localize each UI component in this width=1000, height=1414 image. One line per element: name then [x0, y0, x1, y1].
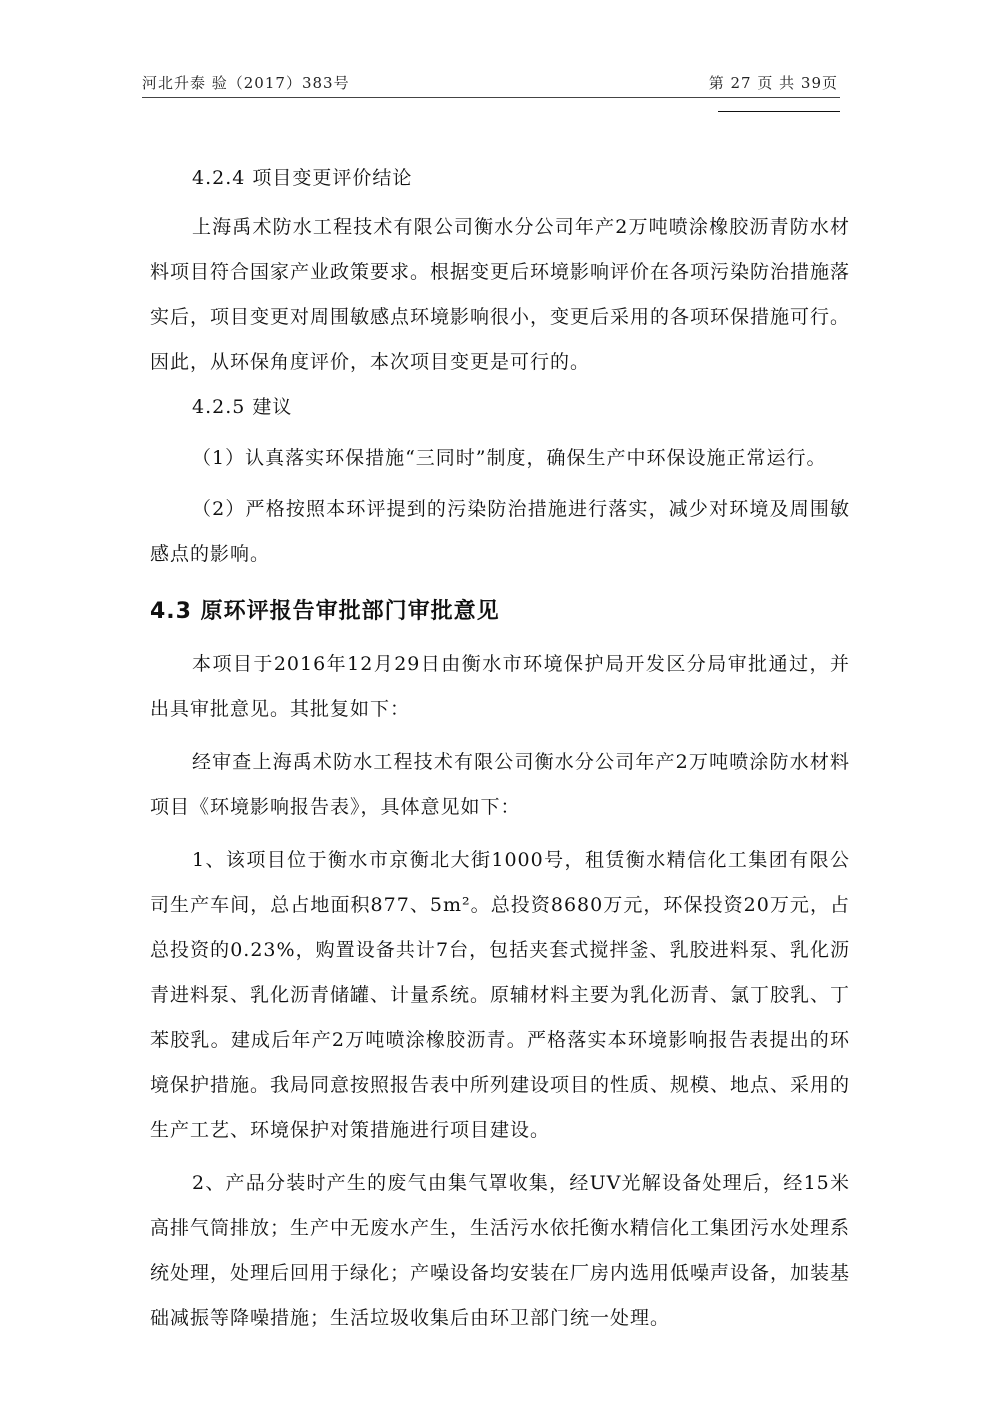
header-rule-short — [718, 111, 840, 112]
paragraph-approval-intro: 本项目于2016年12月29日由衡水市环境保护局开发区分局审批通过，并出具审批意见。其批复如下： — [150, 653, 850, 720]
paragraph-approval-item-2: 2、产品分装时产生的废气由集气罩收集，经UV光解设备处理后，经15米高排气筒排放；生产中无废水产生，生活污水依托衡水精信化工集团污水处理系统处理，处理后回用于绿化；产噪设备均安装在厂房内选用低噪声设备，加装基础减振等降噪措施；生活垃圾收集后由环卫部门统一处理。 — [150, 1172, 851, 1329]
paragraph-conclusion: 上海禹术防水工程技术有限公司衡水分公司年产2万吨喷涂橡胶沥青防水材料项目符合国家产业政策要求。根据变更后环境影响评价在各项污染防治措施落实后，项目变更对周围敏感点环境影响很小，变更后采用的各项环保措施可行。因此，从环保角度评价，本次项目变更是可行的。 — [150, 216, 851, 373]
section-heading-4-3: 4.3 原环评报告审批部门审批意见 — [150, 599, 500, 624]
section-heading-4-2-4: 4.2.4 项目变更评价结论 — [192, 167, 413, 189]
suggestion-item-2: （2）严格按照本环评提到的污染防治措施进行落实，减少对环境及周围敏感点的影响。 — [150, 498, 850, 565]
suggestion-item-1: （1）认真落实环保措施“三同时”制度，确保生产中环保设施正常运行。 — [192, 447, 827, 469]
page-number: 第 27 页 共 39页 — [708, 74, 838, 92]
document-number: 河北升泰 验（2017）383号 — [142, 74, 350, 92]
paragraph-approval-review: 经审查上海禹术防水工程技术有限公司衡水分公司年产2万吨喷涂防水材料项目《环境影响报告表》，具体意见如下： — [150, 751, 850, 818]
paragraph-approval-item-1: 1、该项目位于衡水市京衡北大街1000号，租赁衡水精信化工集团有限公司生产车间，总占地面积877、5m²。总投资8680万元，环保投资20万元，占总投资的0.23%，购置设备共计7台，包括夹套式搅拌釜、乳胶进料泵、乳化沥青进料泵、乳化沥青储罐、计量系统。原辅材料主要为乳化沥青、氯丁胶乳、丁苯胶乳。建成后年产2万吨喷涂橡胶沥青。严格落实本环境影响报告表提出的环境保护措施。我局同意按照报告表中所列建设项目的性质、规模、地点、采用的生产工艺、环境保护对策措施进行项目建设。 — [150, 849, 851, 1141]
document-body — [150, 156, 850, 1341]
header-rule — [142, 97, 840, 98]
section-heading-4-2-5: 4.2.5 建议 — [192, 396, 293, 418]
